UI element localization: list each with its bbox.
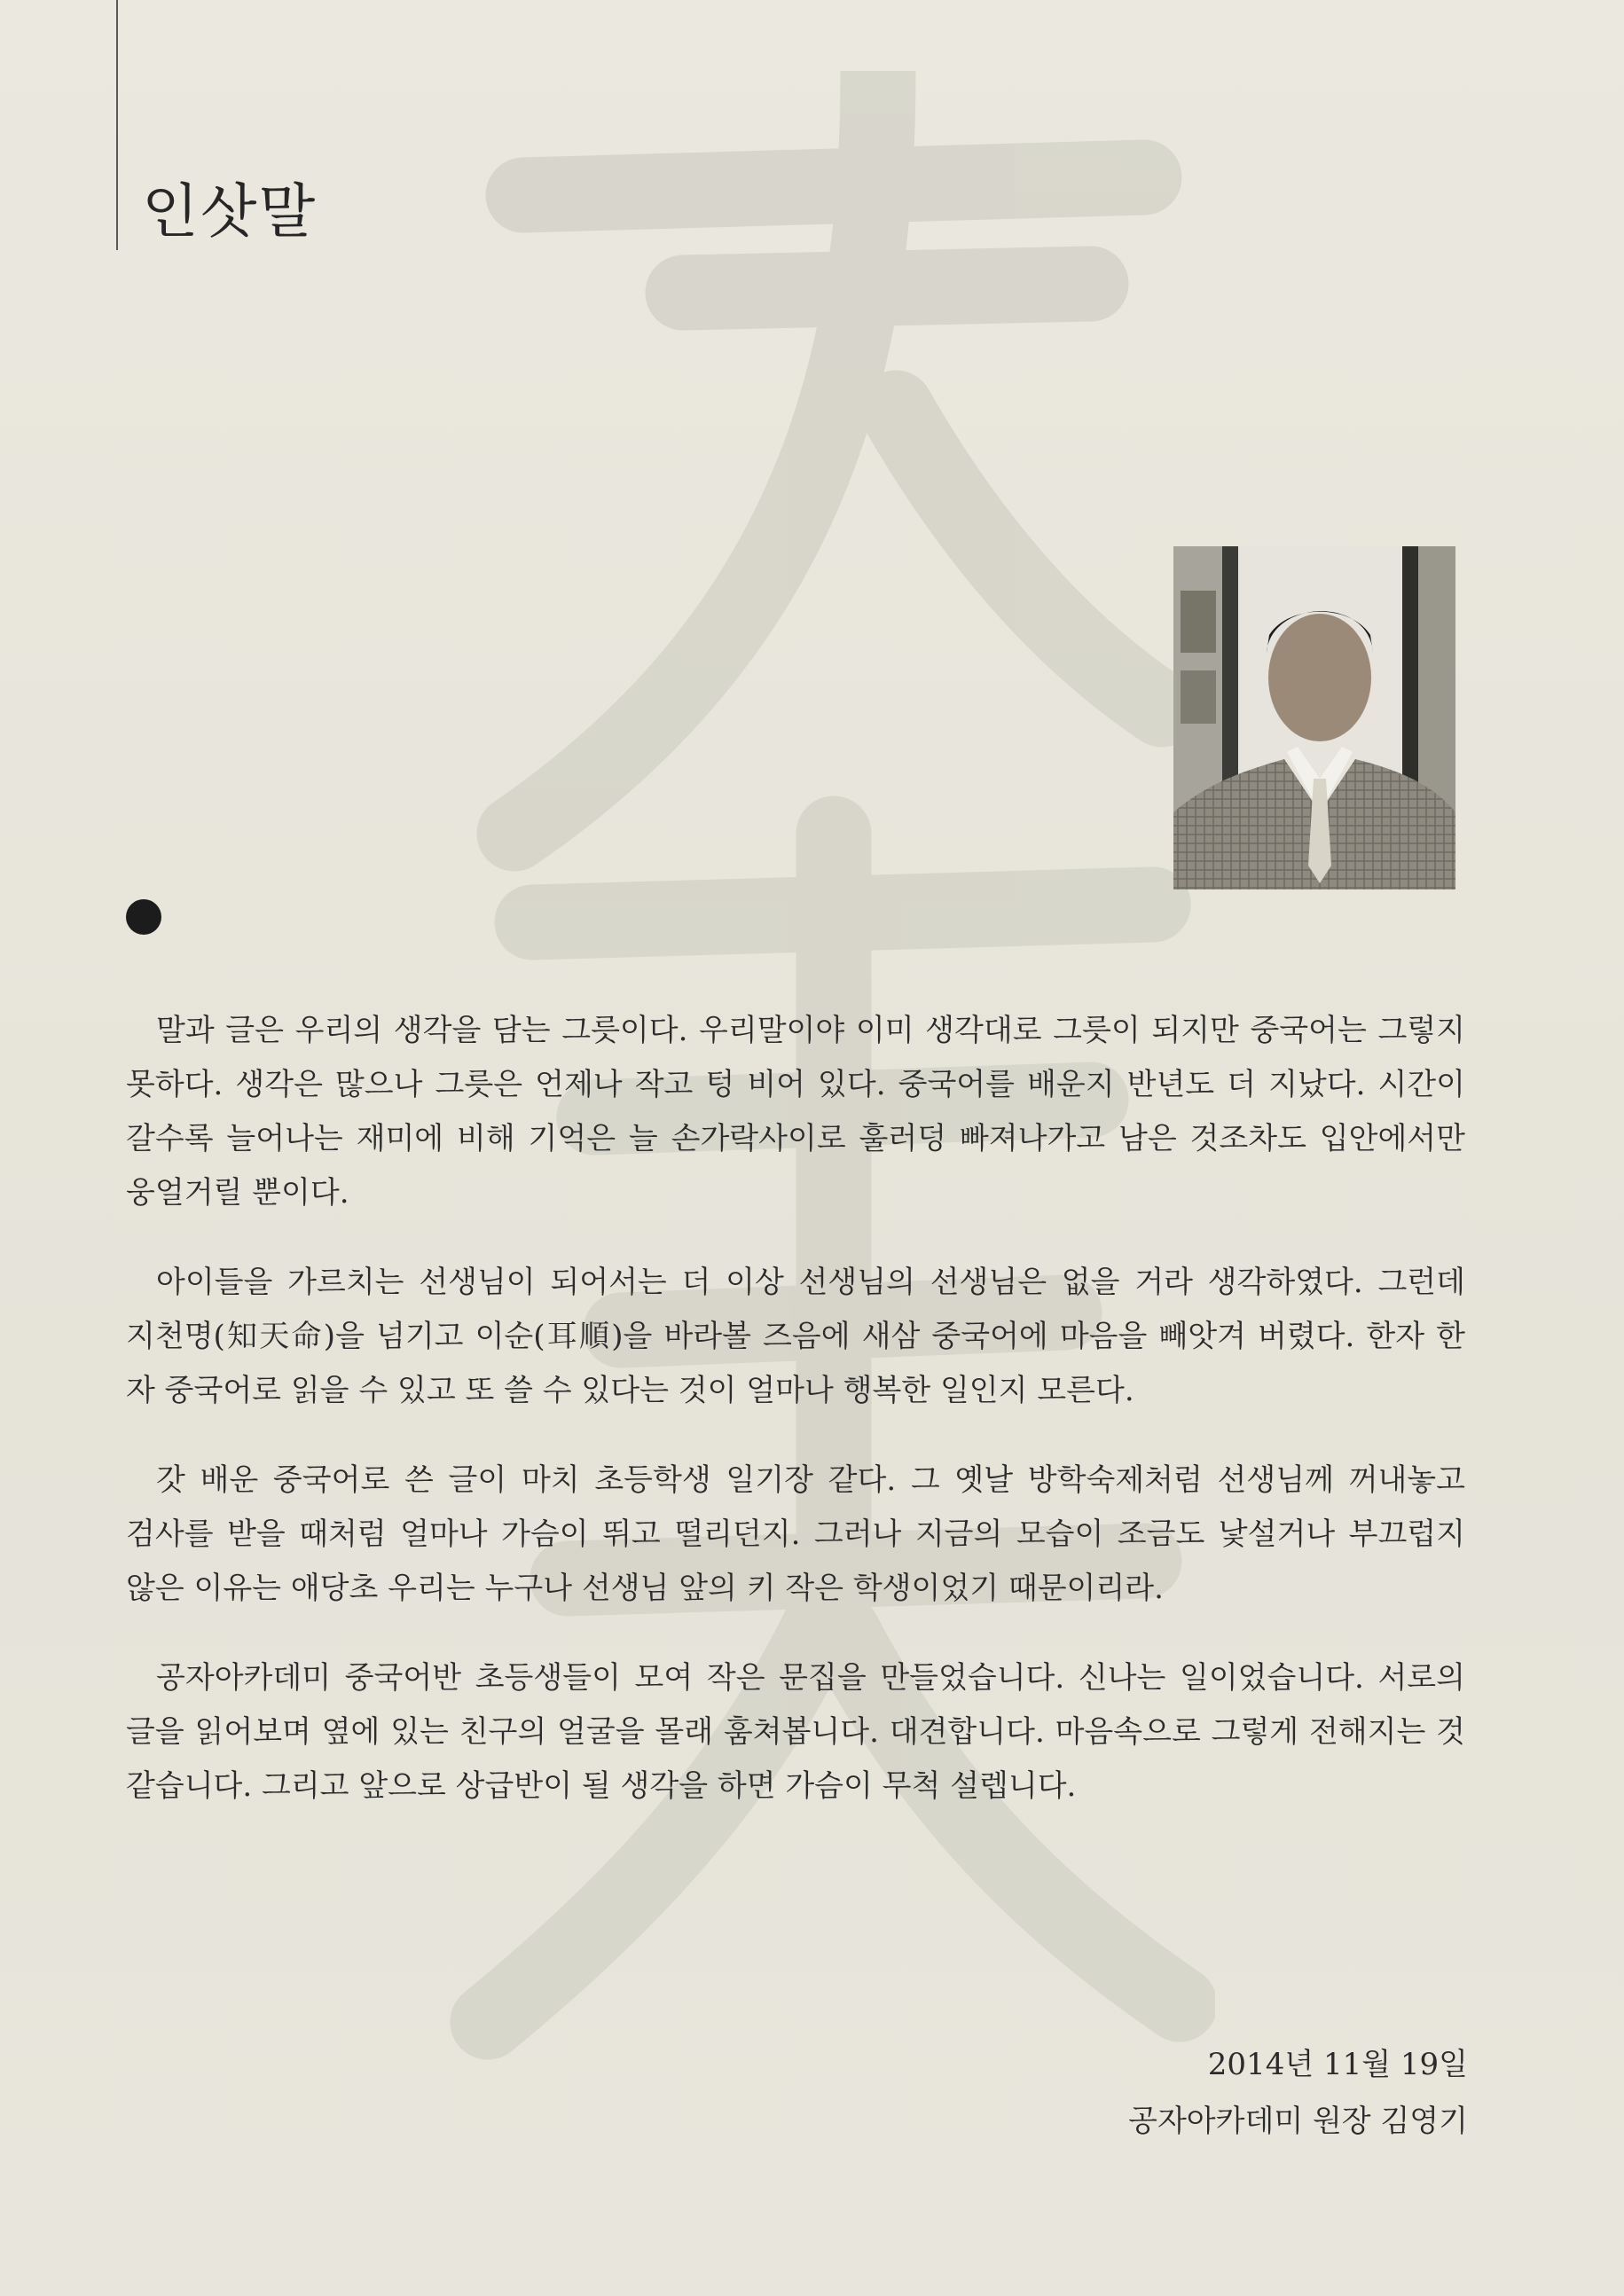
- letter-paragraph: 아이들을 가르치는 선생님이 되어서는 더 이상 선생님의 선생님은 없을 거라 생각하였다. 그런데 지천명(知天命)을 넘기고 이순(耳順)을 바라볼 즈음에 새삼 중국어에 마음을 빼앗겨 버렸다. 한자 한 자 중국어로 읽을 수 있고 또 쓸 수 있다는 것이 얼마나 행복한 일인지 모른다.: [126, 1265, 1465, 1408]
- author-portrait: [1173, 546, 1455, 889]
- page-title: 인삿말: [142, 177, 318, 246]
- header-rule: [116, 0, 118, 250]
- letter-date: 2014년 11월 19일: [1207, 2047, 1468, 2082]
- letter-paragraph: 공자아카데미 중국어반 초등생들이 모여 작은 문집을 만들었습니다. 신나는 일이었습니다. 서로의 글을 읽어보며 옆에 있는 친구의 얼굴을 몰래 훔쳐봅니다. 대견합니다. 마음속으로 그렇게 전해지는 것 같습니다. 그리고 앞으로 상급반이 될 생각을 하면 가슴이 무척 설렙니다.: [126, 1660, 1465, 1804]
- portrait-photo-icon: [1173, 546, 1455, 889]
- letter-paragraph: 갓 배운 중국어로 쓴 글이 마치 초등학생 일기장 같다. 그 옛날 방학숙제처럼 선생님께 꺼내놓고 검사를 받을 때처럼 얼마나 가슴이 뛰고 떨리던지. 그러나 지금의 모습이 조금도 낯설거나 부끄럽지 않은 이유는 애당초 우리는 누구나 선생님 앞의 키 작은 학생이었기 때문이리라.: [126, 1462, 1465, 1606]
- signoff: [1128, 2036, 1468, 2150]
- greeting-letter: [126, 1004, 1465, 1849]
- letter-signature: 공자아카데미 원장 김영기: [1128, 2104, 1468, 2139]
- letter-paragraph: 말과 글은 우리의 생각을 담는 그릇이다. 우리말이야 이미 생각대로 그릇이 되지만 중국어는 그렇지 못하다. 생각은 많으나 그릇은 언제나 작고 텅 비어 있다. 중국어를 배운지 반년도 더 지났다. 시간이 갈수록 늘어나는 재미에 비해 기억은 늘 손가락사이로 훌러덩 빠져나가고 남은 것조차도 입안에서만 웅얼거릴 뿐이다.: [126, 1013, 1465, 1211]
- bullet-dot-icon: [126, 899, 161, 935]
